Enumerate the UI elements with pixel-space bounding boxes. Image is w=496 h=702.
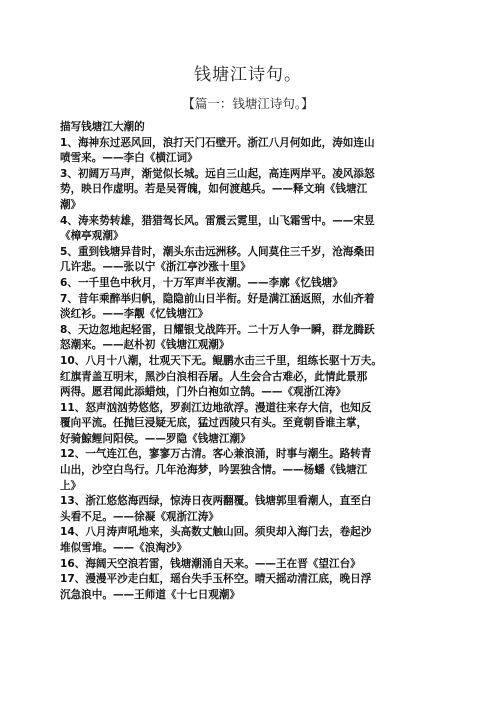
poem-list [60,136,442,604]
poem-line: 14、八月涛声吼地来，头高数丈触山回。须臾却入海门去，卷起沙 [60,526,372,539]
section-heading: 描写钱塘江大潮的 [60,121,145,133]
poem-line: 怒潮来。——赵朴初《钱塘江观潮》 [60,339,230,352]
poem-item [60,214,442,245]
poem-line: 11、怒声汹汹势悠悠，罗刹江边地欲浮。漫道往来存大信，也知反 [60,401,372,414]
poem-item [60,557,442,573]
poem-line: 山出，沙空白鸟行。几年沧海梦，吟罢独含情。——杨蟠《钱塘江 [60,464,368,477]
poem-line: 几许悲。——张以宁《浙江亭沙涨十里》 [60,261,251,274]
poem-line: 红旗青盖互明末，黑沙白浪相吞屠。人生会合古难必，此情此景那 [60,370,368,383]
poem-line: 喷雪来。——李白《横江词》 [60,152,198,165]
poem-item [60,494,442,525]
poem-item [60,136,442,167]
poem-line: 16、海阔天空浪若雷，钱塘潮涌自天来。——王在晋《望江台》 [60,557,361,570]
poem-item [60,167,442,214]
document-subtitle: 【篇一：钱塘江诗句。】 [182,96,314,111]
poem-line: 堆似雪堆。——《浪淘沙》 [60,542,188,555]
poem-item [60,447,442,494]
poem-item [60,292,442,323]
poem-item [60,276,442,292]
document-title: 钱塘江诗句。 [194,65,302,85]
poem-line: 13、浙江悠悠海西绿，惊涛日夜两翻覆。钱塘郭里看潮人，直至白 [60,495,372,508]
poem-line: 潮》 [60,198,82,211]
poem-line: 12、一气连江色，寥寥万古清。客心兼浪涌，时事与潮生。路转青 [60,448,372,461]
poem-line: 覆向平流。任抛巨浸疑无底，猛过西陵只有头。至竟朝昏谁主掌， [60,417,368,430]
poem-item [60,245,442,276]
poem-item [60,323,442,354]
poem-line: 势，映日作虚明。若是吴胥魄，如何渡越兵。——释文珦《钱塘江 [60,183,368,196]
poem-line: 8、天边忽地起轻雷，日耀银戈战阵开。二十万人争一瞬，群龙腾跃 [60,323,375,336]
poem-line: 《樟亭观潮》 [60,230,124,243]
poem-line: 3、初阔万马声，渐觉似长城。远自三山起，高连两岸平。凌风添怒 [60,167,375,180]
poem-line: 10、八月十八潮，壮观天下无。鲲鹏水击三千里，组练长驱十万夫。 [60,354,382,367]
poem-item [60,354,442,401]
poem-line: 上》 [60,479,82,492]
poem-line: 淡红衫。——李觏《忆钱塘江》 [60,308,209,321]
poem-line: 好骑鯨鲤问阳侯。——罗隐《钱塘江潮》 [60,432,251,445]
poem-line: 1、海神东过恶风回，浪打天门石壁开。浙江八月何如此，涛如连山 [60,136,375,149]
poem-item [60,572,442,603]
document-body [60,120,442,603]
poem-line: 17、漫漫平沙走白虹，瑶台失手玉杯空。晴天摇动清江底，晚日浮 [60,573,372,586]
poem-line: 两得。愿君闻此添蜡烛，门外白袍如立鹄。——《观浙江涛》 [60,386,347,399]
poem-item [60,525,442,556]
poem-line: 6、一千里色中秋月，十万军声半夜潮。——李廓《忆钱塘》 [60,276,343,289]
poem-line: 7、昔年乘醉举归帆，隐隐前山日半衔。好是满江涵返照，水仙齐着 [60,292,375,305]
poem-line: 4、涛来势转雄，猎猎驾长风。雷震云霓里，山飞霜雪中。——宋昱 [60,214,375,227]
poem-item [60,401,442,448]
poem-line: 5、重到钱塘异昔时，潮头东击远洲移。人间莫住三千岁，沧海桑田 [60,245,375,258]
poem-line: 头看不足。——徐凝《观浙江涛》 [60,510,219,523]
poem-line: 沉急浪中。——王师道《十七日观潮》 [60,588,241,601]
